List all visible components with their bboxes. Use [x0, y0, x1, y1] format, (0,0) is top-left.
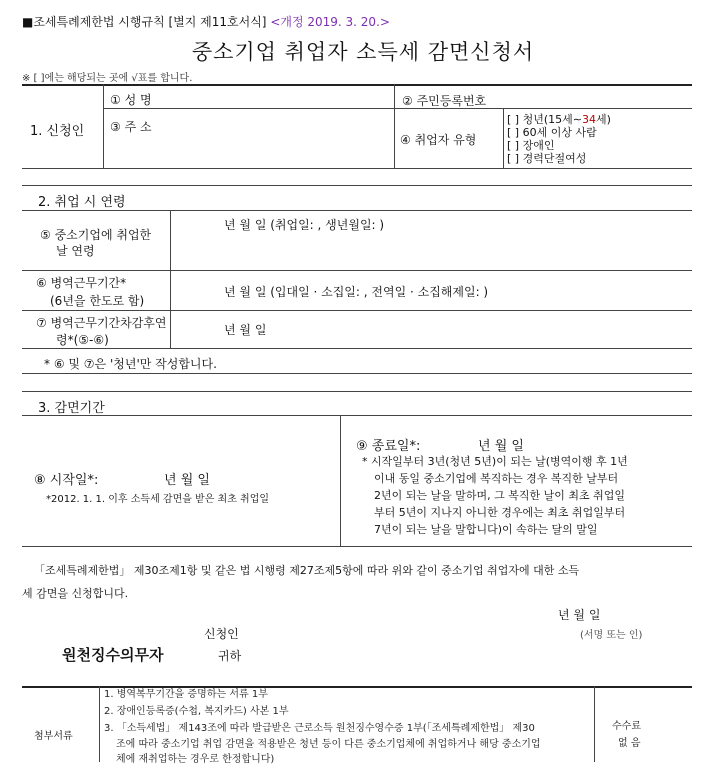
column-divider [99, 686, 100, 762]
name-label: ① 성 명 [110, 93, 152, 107]
attachment-item-2: 2. 장애인등록증(수첩, 복지카드) 사본 1부 [104, 706, 289, 717]
age-section-label: 2. 취업 시 연령 [38, 195, 126, 210]
table-top-border [22, 84, 692, 86]
type-option-senior[interactable]: [ ] 60세 이상 사람 [507, 126, 597, 139]
form-reference [22, 13, 390, 30]
section2-bottom-border [22, 373, 692, 374]
application-date[interactable]: 년 월 일 [558, 608, 601, 622]
q5-label-line2: 날 연령 [56, 244, 95, 258]
row-divider [22, 210, 692, 211]
start-date-value[interactable]: 년 월 일 [164, 473, 210, 488]
column-divider [103, 84, 104, 168]
attachments-label: 첨부서류 [34, 731, 73, 742]
column-divider [594, 686, 595, 762]
applicant-signature-label: 신청인 [204, 627, 239, 641]
attachment-item-3-line2: 조에 따라 중소기업 취업 감면을 적용받은 청년 등이 다른 중소기업체에 취업하거나 해당 중소기업 [116, 739, 541, 750]
section3-top-border [22, 391, 692, 392]
start-date-note: *2012. 1. 1. 이후 소득세 감면을 받은 최초 취업일 [46, 494, 270, 505]
column-divider [340, 415, 341, 546]
revision-date: <개정 2019. 3. 20.> [270, 15, 390, 29]
page-title: 중소기업 취업자 소득세 감면신청서 [191, 40, 535, 64]
form-ref-text: ■조세특례제한법 시행규칙 [별지 제11호서식] [22, 15, 267, 29]
fee-label: 수수료 [612, 721, 641, 732]
start-date-label: ⑧ 시작일*: [34, 473, 99, 488]
attachment-item-3-line3: 체에 재취업하는 경우로 한정합니다) [116, 754, 275, 765]
end-date-note-line1: * 시작일부터 3년(청년 5년)이 되는 날(병역이행 후 1년 [362, 455, 628, 468]
end-date-value[interactable]: 년 월 일 [478, 439, 524, 454]
section1-bottom-border [22, 168, 692, 169]
q6-value[interactable]: 년 월 일 (입대일 · 소집일: , 전역일 · 소집해제일: ) [224, 285, 489, 299]
address-label: ③ 주 소 [110, 120, 152, 134]
sign-or-seal-label[interactable]: (서명 또는 인) [580, 630, 643, 641]
q6-label-line2: (6년을 한도로 함) [50, 294, 145, 308]
attachment-item-3-line1: 3. 「소득세법」 제143조에 따라 발급받은 근로소득 원천징수영수증 1부(「조세특례제한법」 제30 [104, 723, 535, 734]
row-divider [22, 270, 692, 271]
declaration-line2: 세 감면을 신청합니다. [22, 587, 129, 600]
end-date-note-line5: 7년이 되는 날을 말합니다)이 속하는 달의 말일 [374, 523, 598, 536]
period-section-label: 3. 감면기간 [38, 401, 105, 416]
q5-label-line1: ⑤ 중소기업에 취업한 [40, 228, 152, 242]
recipient-honorific: 귀하 [218, 649, 242, 663]
end-date-note-line4: 부터 5년이 지나지 아니한 경우에는 최초 취업일부터 [374, 506, 626, 519]
type-option-career-break[interactable]: [ ] 경력단절여성 [507, 152, 587, 165]
row-divider [103, 108, 692, 109]
column-divider [503, 108, 504, 168]
end-date-note-line2: 이내 동일 중소기업에 복직하는 경우 복직한 날부터 [374, 472, 619, 485]
section2-top-border [22, 185, 692, 186]
q7-value[interactable]: 년 월 일 [224, 323, 267, 337]
row-divider [22, 415, 692, 416]
employee-type-label: ④ 취업자 유형 [400, 133, 477, 147]
end-date-label: ⑨ 종료일*: [356, 439, 421, 454]
fee-value: 없 음 [618, 738, 641, 749]
q7-label-line1: ⑦ 병역근무기간차감후연 [36, 316, 167, 330]
type-option-disabled[interactable]: [ ] 장애인 [507, 139, 555, 152]
type-option-youth[interactable]: [ ] 청년(15세∼34세) [507, 113, 611, 126]
check-note: ※ [ ]에는 해당되는 곳에 √표를 합니다. [22, 73, 193, 84]
applicant-section-label: 1. 신청인 [30, 124, 85, 139]
row-divider [22, 310, 692, 311]
q5-value[interactable]: 년 월 일 (취업일: , 생년월일: ) [224, 218, 385, 232]
column-divider [170, 210, 171, 348]
age-footnote: * ⑥ 및 ⑦은 '청년'만 작성합니다. [44, 357, 217, 371]
q6-label-line1: ⑥ 병역근무기간* [36, 276, 127, 290]
section3-bottom-border [22, 546, 692, 547]
recipient-name: 원천징수의무자 [62, 646, 164, 664]
end-date-note-line3: 2년이 되는 날을 말하며, 그 복직한 날이 최초 취업일 [374, 489, 625, 502]
resident-number-label: ② 주민등록번호 [402, 94, 487, 108]
row-divider [22, 348, 692, 349]
attachment-item-1: 1. 병역복무기간을 증명하는 서류 1부 [104, 689, 268, 700]
column-divider [394, 84, 395, 168]
declaration-line1: 「조세특례제한법」 제30조제1항 및 같은 법 시행령 제27조제5항에 따라 위와 같이 중소기업 취업자에 대한 소득 [34, 564, 580, 577]
q7-label-line2: 령*(⑤-⑥) [56, 333, 109, 347]
